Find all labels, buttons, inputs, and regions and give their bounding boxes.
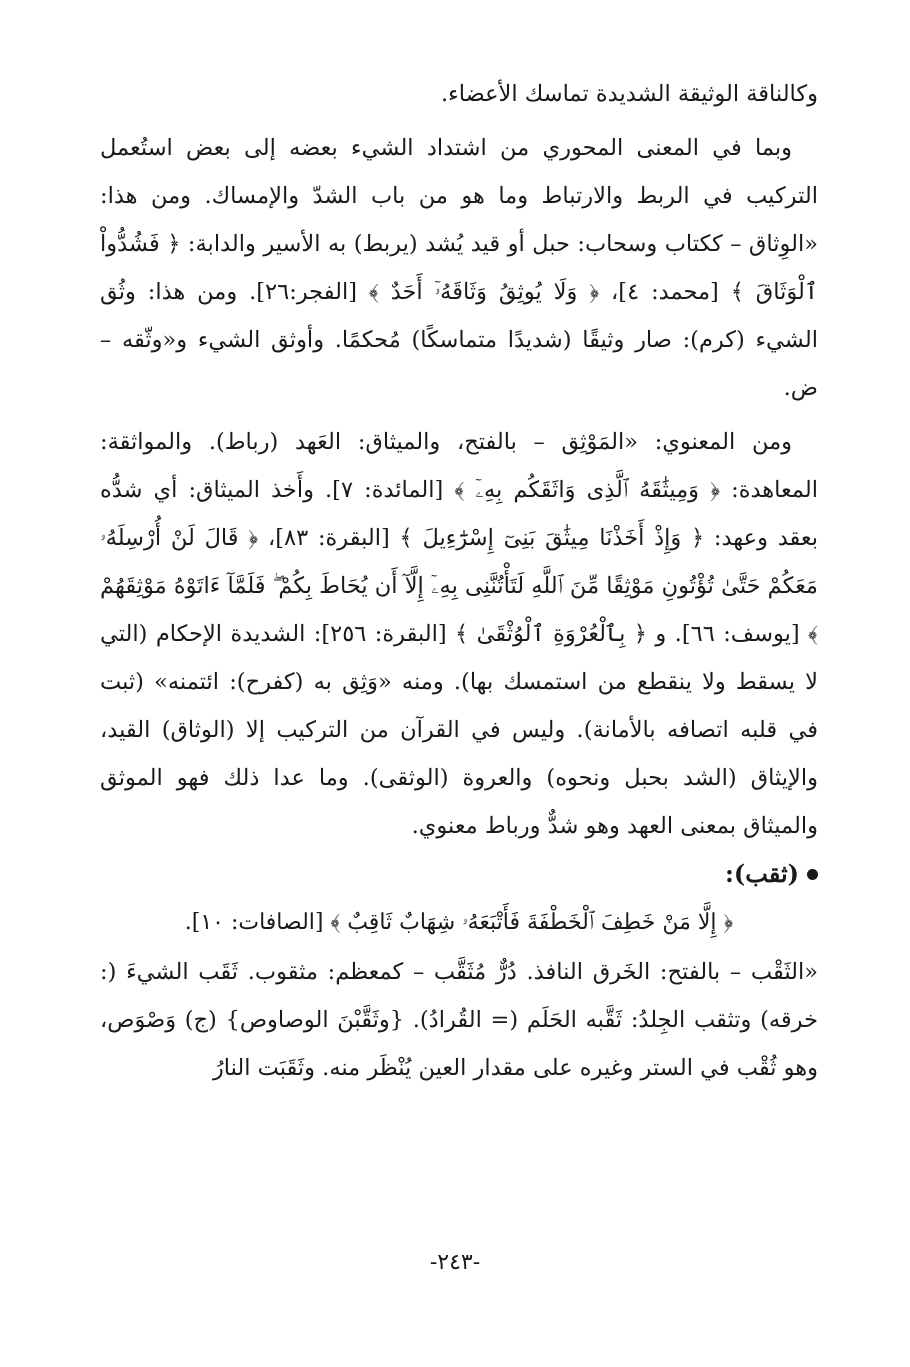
paragraph-meaning-binding: وبما في المعنى المحوري من اشتداد الشيء بعضه إلى بعض استُعمل التركيب في الربط والارتباط وما هو من باب الشدّ والإمساك. ومن هذا: «الوِثاق – ككتاب وسحاب: حبل أو قيد يُشد (يربط) به الأسير والدابة: ﴿ فَشُدُّواْ ٱلْوَثَاقَ ﴾ [محمد: ٤]، ﴿ وَلَا يُوثِقُ وَثَاقَهُۥٓ أَحَدٌ ﴾ [الفجر:٢٦]. ومن هذا: وثُق الشيء (كرم): صار وثيقًا (شديدًا متماسكًا) مُحكمًا. وأوثق الشيء و«وثّقه – ض. (100, 135, 819, 401)
page-number: -٢٤٣- (429, 1250, 481, 1275)
section-heading (100, 850, 818, 898)
paragraph-meaning-abstract: ومن المعنوي: «المَوْثِق – بالفتح، والميثاق: العَهد (رباط). والمواثقة: المعاهدة: ﴿ وَمِيثَٰقَهُ ٱلَّذِى وَاثَقَكُم بِهِۦٓ ﴾ [المائدة: ٧]. وأَخذ الميثاق: أي شدُّه بعقد وعهد: ﴿ وَإِذْ أَخَذْنَا مِيثَٰقَ بَنِىٓ إِسْرَٰٓءِيلَ ﴾ [البقرة: ٨٣]، ﴿ قَالَ لَنْ أُرْسِلَهُۥ مَعَكُمْ حَتَّىٰ تُؤْتُونِ مَوْثِقًا مِّنَ ٱللَّهِ لَتَأْتُنَّنِى بِهِۦٓ إِلَّآ أَن يُحَاطَ بِكُمْ ۖ فَلَمَّآ ءَاتَوْهُ مَوْثِقَهُمْ ﴾ [يوسف: ٦٦]. و ﴿ بِٱلْعُرْوَةِ ٱلْوُثْقَىٰ ﴾ [البقرة: ٢٥٦]: الشديدة الإحكام (التي لا يسقط ولا ينقطع من استمسك بها). ومنه «وَثِق به (كفرح): ائتمنه» (ثبت في قلبه اتصافه بالأمانة). وليس في القرآن من التركيب إلا (الوثاق) القيد، والإيثاق (الشد بحبل ونحوه) والعروة (الوثقى). وما عدا ذلك فهو الموثق والميثاق بمعنى العهد وهو شدٌّ ورباط معنوي. (100, 429, 818, 839)
document-page (100, 70, 818, 1310)
quran-verse: ﴿ إِلَّا مَنْ خَطِفَ ٱلْخَطْفَةَ فَأَتْبَعَهُۥ شِهَابٌ ثَاقِبٌ ﴾ [الصافات: ١٠]. (184, 910, 734, 935)
section-heading-text: (ثقب): (725, 859, 799, 888)
paragraph-intro: وكالناقة الوثيقة الشديدة تماسك الأعضاء. (441, 81, 818, 107)
paragraph-thaqb-definition: «الثَقْب – بالفتح: الخَرق النافذ. دُرٌّ مُثَقَّب – كمعظم: مثقوب. ثَقَب الشيءَ (: خرقه) وتثقب الجِلدُ: ثَقَّبه الحَلَم (= القُرادُ). {وثَقَّبْنَ الوصاوص} (ج) وَصْوَص، وهو ثُقْب في الستر وغيره على مقدار العين يُنْظَر منه. وثَقَبَت النارُ (100, 959, 818, 1081)
bullet-icon (807, 869, 818, 880)
